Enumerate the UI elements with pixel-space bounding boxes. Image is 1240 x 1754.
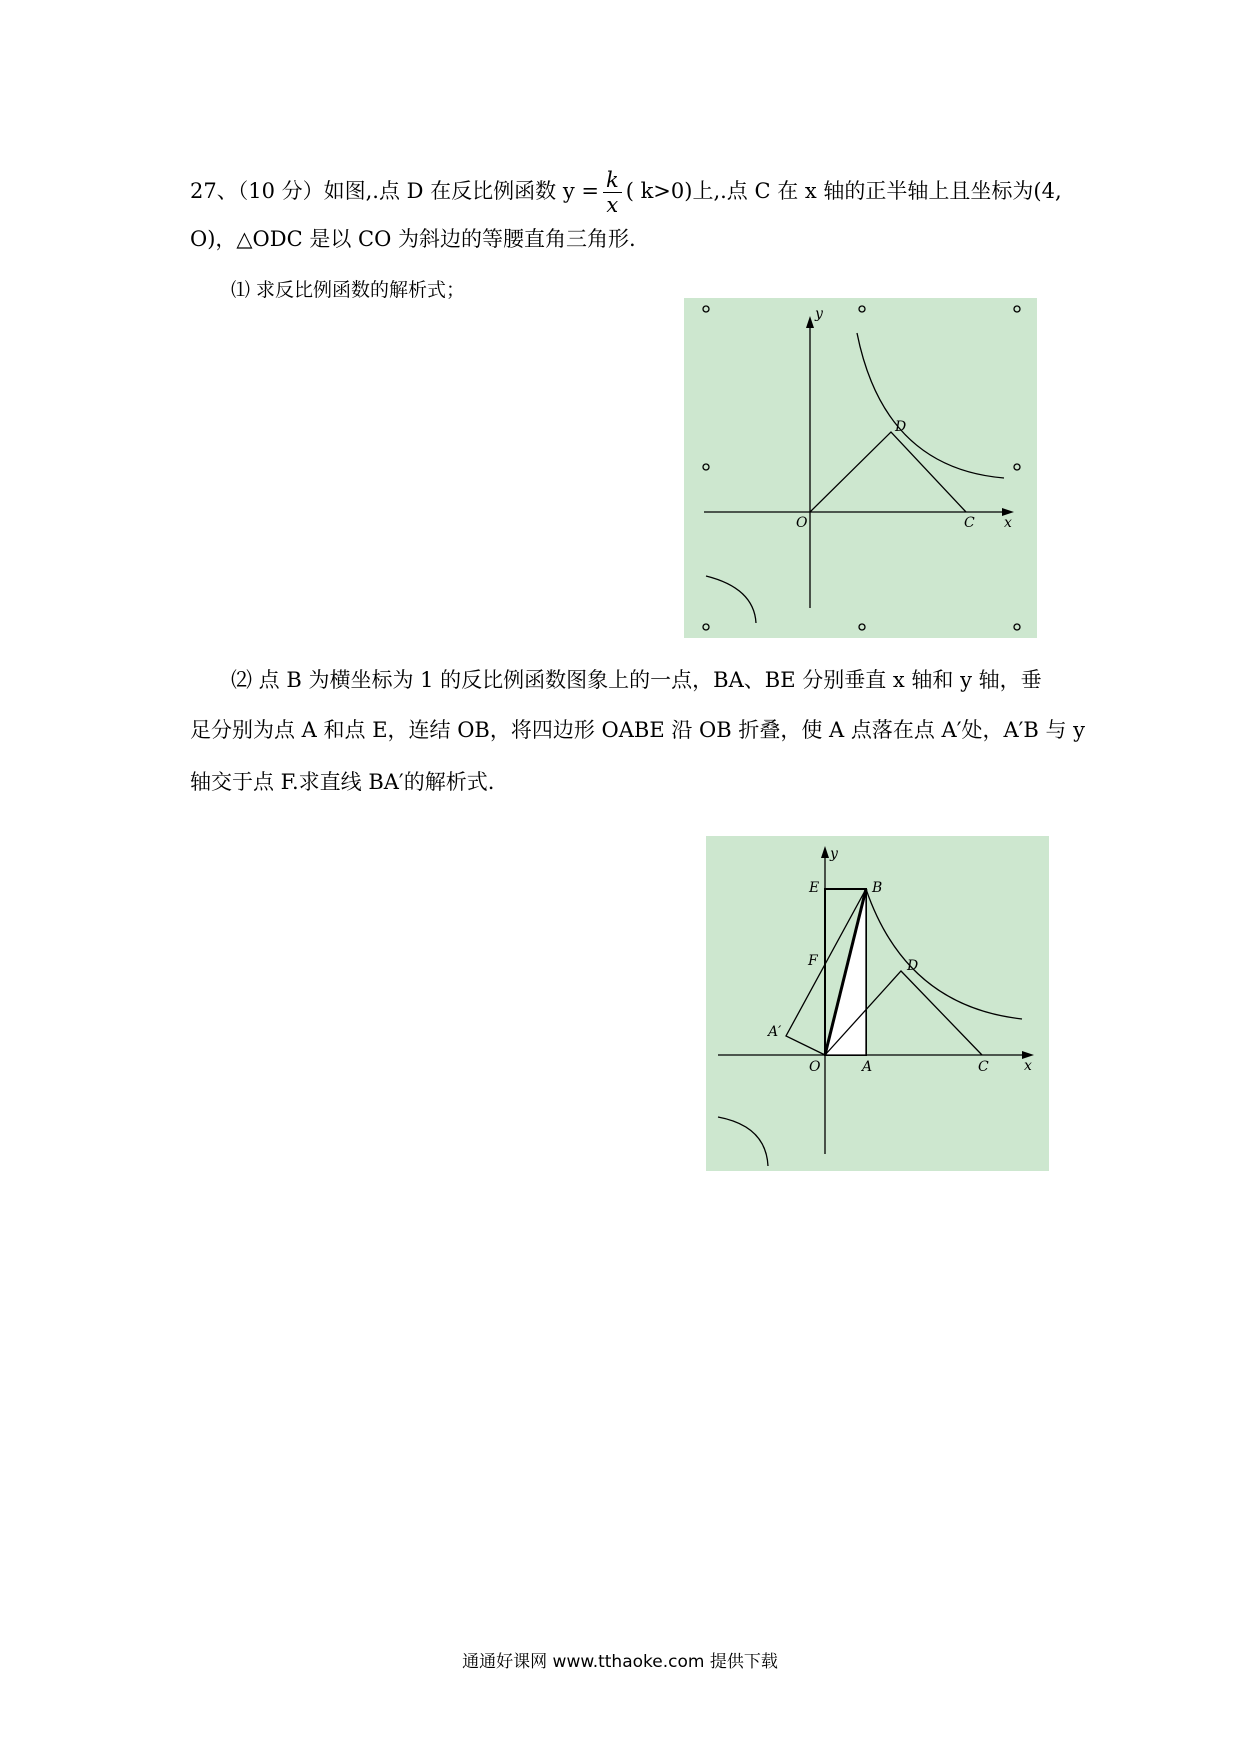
problem-line-1-prefix: 27、（10 分）如图,.点 D 在反比例函数 y = bbox=[190, 179, 599, 203]
label-x: x bbox=[1024, 1058, 1032, 1074]
label-b: B bbox=[872, 880, 883, 896]
figure-2-diagram bbox=[706, 836, 1049, 1171]
label-f: F bbox=[808, 953, 818, 969]
label-y: y bbox=[830, 846, 838, 862]
y-axis-arrow bbox=[806, 316, 814, 328]
label-a: A bbox=[862, 1059, 873, 1075]
problem-line-1 bbox=[190, 168, 1062, 217]
label-o: O bbox=[809, 1059, 821, 1075]
hyperbola-branch-1 bbox=[866, 889, 1022, 1019]
label-y: y bbox=[815, 306, 823, 322]
figure-1 bbox=[684, 298, 1037, 638]
question-1: ⑴ 求反比例函数的解析式； bbox=[231, 279, 466, 301]
label-o: O bbox=[796, 515, 808, 531]
triangle-odc bbox=[810, 432, 966, 512]
label-c: C bbox=[978, 1059, 989, 1075]
question-2-line-1: ⑵ 点 B 为横坐标为 1 的反比例函数图象上的一点，BA、BE 分别垂直 x 轴和 y 轴，垂 bbox=[231, 668, 1042, 692]
fraction-k-over-x bbox=[603, 168, 622, 217]
figure-1-diagram bbox=[684, 298, 1037, 638]
fraction-denominator: x bbox=[606, 193, 619, 217]
problem-line-1-suffix: ( k>0)上,.点 C 在 x 轴的正半轴上且坐标为(4, bbox=[625, 179, 1062, 203]
page-footer: 通通好课网 www.tthaoke.com 提供下载 bbox=[462, 1652, 778, 1672]
label-x: x bbox=[1004, 515, 1012, 531]
hyperbola-branch-1 bbox=[857, 333, 1004, 478]
figure-2 bbox=[706, 836, 1049, 1171]
label-a-prime: A′ bbox=[768, 1024, 782, 1040]
hyperbola-branch-3 bbox=[706, 576, 756, 623]
question-2-line-3: 轴交于点 F.求直线 BA′的解析式. bbox=[190, 770, 495, 794]
question-2-line-2: 足分别为点 A 和点 E，连结 OB，将四边形 OABE 沿 OB 折叠，使 A 点落在点 A′处，A′B 与 y bbox=[190, 718, 1086, 742]
problem-line-2: O)，△ODC 是以 CO 为斜边的等腰直角三角形. bbox=[190, 227, 636, 251]
label-d: D bbox=[895, 419, 907, 435]
y-axis-arrow bbox=[821, 846, 829, 858]
hyperbola-branch-3 bbox=[718, 1117, 768, 1166]
label-e: E bbox=[809, 880, 820, 896]
label-d: D bbox=[907, 958, 919, 974]
label-c: C bbox=[964, 515, 975, 531]
fraction-numerator: k bbox=[603, 168, 622, 193]
